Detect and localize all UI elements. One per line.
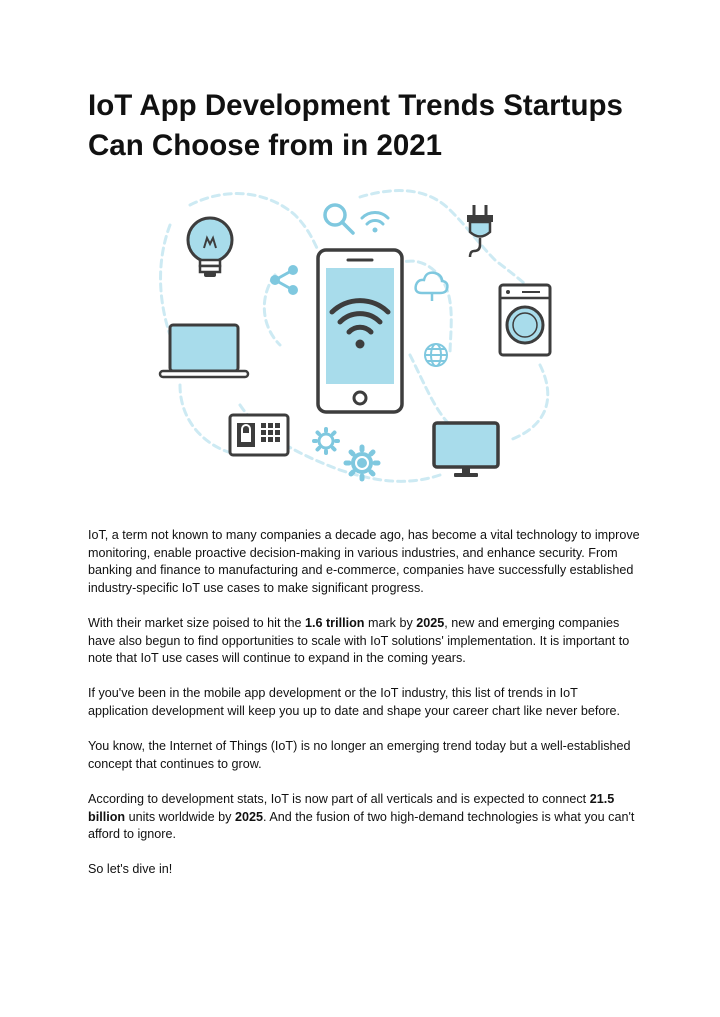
units-count-value: 21.5 billion (88, 791, 615, 824)
iot-illustration (150, 185, 570, 490)
paragraph-4: You know, the Internet of Things (IoT) is no longer an emerging trend today but a well-established concept that continues to grow. (88, 739, 631, 771)
cloud-icon (416, 273, 448, 301)
smartphone-icon (318, 250, 402, 412)
page-title: IoT App Development Trends Startups Can Choose from in 2021 (88, 89, 623, 162)
globe-icon (425, 344, 447, 366)
keypad-lock-icon (230, 415, 288, 455)
market-size-value: 1.6 trillion (304, 615, 365, 630)
paragraph-3: If you've been in the mobile app development or the IoT industry, this list of trends in IoT application development will keep you up to date and shape your career chart like never before. (88, 686, 621, 718)
washing-machine-icon (500, 285, 550, 355)
market-year-value: 2025 (416, 615, 445, 630)
paragraph-5: According to development stats, IoT is now part of all verticals and is expected to connect 21.5 billion units worldwide by 2025. And the fusion of two high-demand technologies is what you can't afford to ignore. (88, 791, 635, 842)
laptop-icon (160, 325, 248, 377)
monitor-icon (434, 423, 498, 477)
wifi-icon (362, 212, 388, 232)
paragraph-1: IoT, a term not known to many companies a decade ago, has become a vital technology to improve monitoring, enable proactive decision-making in various industries, and enhance security. From banking and finance to manufacturing and e-commerce, companies have successfully established industry-specific IoT use cases to make significant progress. (88, 528, 640, 595)
search-icon (325, 205, 353, 233)
share-icon (270, 265, 298, 295)
article-body (88, 527, 640, 896)
units-year-value: 2025 (234, 809, 264, 824)
paragraph-2: With their market size poised to hit the 1.6 trillion mark by 2025, new and emerging companies have also begun to find opportunities to scale with IoT solutions' implementation. It is important to note that IoT use cases will continue to expand in the coming years. (88, 615, 630, 666)
paragraph-6: So let's dive in! (88, 862, 173, 877)
plug-icon (467, 205, 493, 257)
light-bulb-icon (188, 218, 232, 277)
